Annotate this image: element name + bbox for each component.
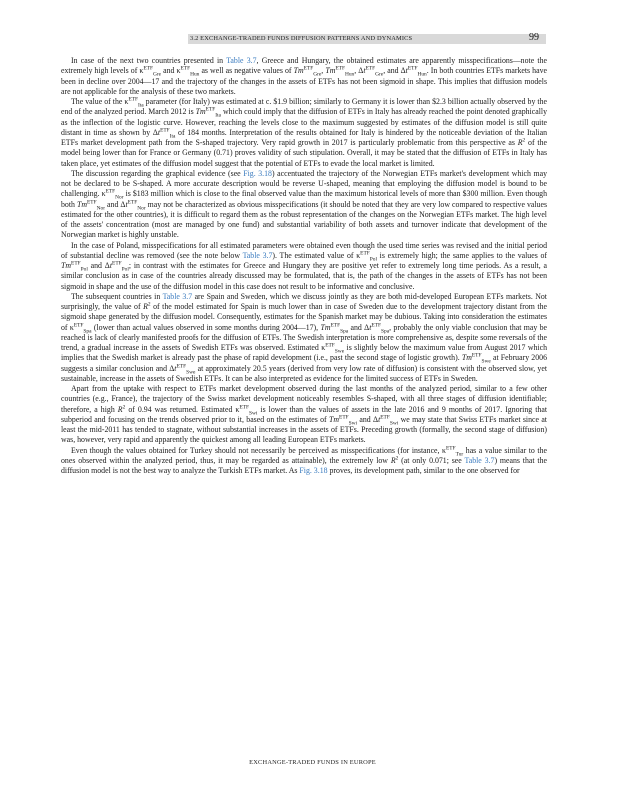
body-text xyxy=(61,56,547,476)
page-number: 99 xyxy=(529,32,539,43)
paragraph-poland: In the case of Poland, misspecifications for all estimated parameters were obtained even though the used time series was revised and the initial period of substantial decline was removed (see the note below Table 3.7). The estimated value of $\kappa^{ETF}_{Pol}$ is extremely high; the same applies to the values of $Tm^{ETF}_{Pol}$ and $\Delta t^{ETF}_{Pol}$; in contrast with the estimates for Greece and Hungary they are positive yet refer to extremely long time periods. As a result, a similar conclusion as in case of the countries already discussed may be formulated, that is, the path of the changes in the assets of ETFs has not been sigmoid in shape and the use of the diffusion model in this case does not result to be informative and conclusive. xyxy=(61,240,548,291)
running-head: 3.2 EXCHANGE-TRADED FUNDS DIFFUSION PATTERNS AND DYNAMICS xyxy=(190,35,413,42)
footer-book-title: EXCHANGE-TRADED FUNDS IN EUROPE xyxy=(249,759,376,766)
paragraph-norway: The discussion regarding the graphical evidence (see Fig. 3.18) accentuated the trajectory of the Norwegian ETFs market's development which may not be declared to be S-shaped. A more accurate description would be reverse U-shaped, meaning that employing the diffusion model is bound to be challenging. $\kappa^{ETF}_{Nor}$ is $183 million which is close to the final observed value than the maximum historical levels of more than $300 million. Even though both $Tm^{ETF}_{Nor}$ and $\Delta t^{ETF}_{Nor}$ may not be characterized as obvious misspecifications (it should be noted that they are very low compared to respective values estimated for the other countries), it is difficult to regard them as the robust representation of the changes on the Norwegian ETFs market. The high level of the assets' concentration (most are managed by one fund) and substantial variability of both assets and turnover indicate that development of the Norwegian market is highly unstable. xyxy=(61,168,548,240)
paragraph-greece-hungary: In case of the next two countries presented in Table 3.7, Greece and Hungary, the obtained estimates are apparently misspecifications—note the extremely high levels of $\kappa^{ETF}_{Gre}$ and $\kappa^{ETF}_{Hun}$ as well as negative values of $Tm^{ETF}_{Gre}$, $Tm^{ETF}_{Hun}$, $\Delta t^{ETF}_{Gre}$, and $\Delta t^{ETF}_{Hun}$. In both countries ETFs markets have been in decline over 2004—17 and the trajectory of the changes in the assets of ETFs has not been sigmoid in shape. This implies that diffusion models are not applicable for the analysis of these two markets. xyxy=(61,56,547,96)
paragraph-switzerland: Apart from the uptake with respect to ETFs market development observed during the last months of the analyzed period, similar to a few other countries (e.g., France), the trajectory of the Swiss market development noticeably resembles S-shaped, with all three stages of diffusion identifiable; therefore, a high $R^2$ of 0.94 was returned. Estimated $\kappa^{ETF}_{Swi}$ is lower than the values of assets in the late 2016 and 9 months of 2017. Ignoring that subperiod and focusing on the trends observed prior to it, based on the estimates of $Tm^{ETF}_{Swi}$ and $\Delta t^{ETF}_{Swi}$ we may state that Swiss ETFs market since at least the mid-2011 has tended to stagnate, without substantial increases in the assets of ETFs. Preceding growth (formally, the second stage of diffusion) was, however, very rapid and apparently the quickest among all leading European ETFs markets. xyxy=(61,384,548,445)
paragraph-turkey: Even though the values obtained for Turkey should not necessarily be perceived as misspecifications (for instance, $\kappa^{ETF}_{Tur}$ has a value similar to the ones observed within the analyzed period, thus, it may be regarded as attainable), the extremely low $R^2$ (at only 0.071; see Table 3.7) means that the diffusion model is not the best way to analyze the Turkish ETFs market. As Fig. 3.18 proves, its development path, similar to the one observed for xyxy=(61,444,547,475)
paragraph-italy: The value of the $\kappa^{ETF}_{Ita}$ parameter (for Italy) was estimated at c. $1.9 billion; similarly to Germany it is lower than $2.3 billion actually observed by the end of the analyzed period. March 2012 is $Tm^{ETF}_{Ita}$ which could imply that the diffusion of ETFs in Italy has already reached the point denoted graphically as the inflection of the logistic curve. However, reaching the levels close to the maximum suggested by estimates of the diffusion model is still quite distant in time as shown by $\Delta t^{ETF}_{Ita}$ of 184 months. Interpretation of the results obtained for Italy is hindered by the noticeable deviation of the Italian ETFs market development path from the S-shaped trajectory. Very rapid growth in 2017 is particularly problematic from this perspective as $R^2$ of the model being lower than for France or Germany (0.71) proves validity of such stipulation. Overall, it may be stated that the diffusion of ETFs in Italy has taken place, yet estimates of the diffusion model suggest that the potential of ETFs to evade the local market is limited. xyxy=(61,96,548,168)
paragraph-spain-sweden: The subsequent countries in Table 3.7 are Spain and Sweden, which we discuss jointly as they are both mid-developed European ETFs markets. Not surprisingly, the value of $R^2$ of the model estimated for Spain is much lower than in case of Sweden due to the development trajectory distant from the sigmoid shape generated by the diffusion model. Consequently, estimates for the Spanish market may be dubious. Taking into consideration the estimates of $\kappa^{ETF}_{Spa}$ (lower than actual values observed in some months during 2004—17), $Tm^{ETF}_{Spa}$ and $\Delta t^{ETF}_{Spa}$, probably the only viable conclusion that may be reached is lack of clearly manifested proofs for the diffusion of ETFs. The Swedish interpretation is more comprehensive as, despite some reversals of the trend, a gradual increase in the assets of Swedish ETFs was observed. Estimated $\kappa^{ETF}_{Swe}$ is slightly below the maximum value from August 2017 which implies that the Swedish market is already past the phase of rapid development (i.e., past the second stage of logistic growth). $Tm^{ETF}_{Swe}$ at February 2006 suggests a similar conclusion and $\Delta t^{ETF}_{Swe}$ at approximately 20.5 years (derived from very low rate of diffusion) is consistent with the observed slow, yet sustainable, increase in the assets of Swedish ETFs. It can be also interpreted as evidence for the limited success of ETFs in Sweden. xyxy=(61,291,547,383)
